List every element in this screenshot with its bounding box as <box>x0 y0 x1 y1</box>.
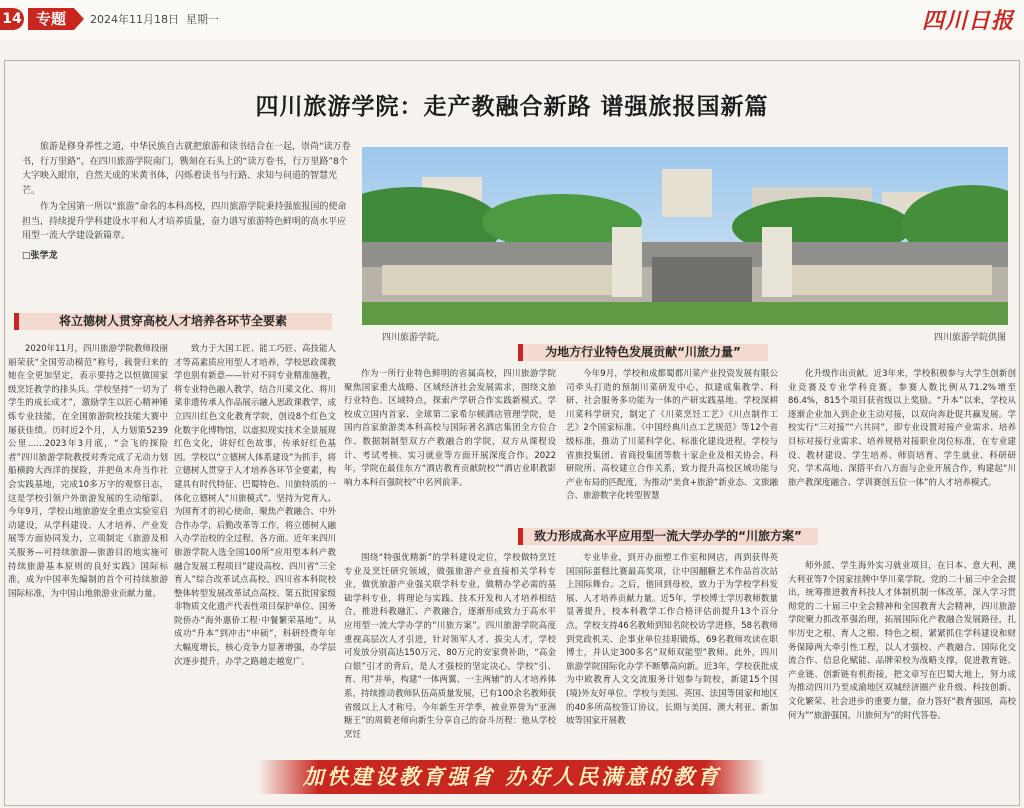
weekday-text: 星期一 <box>186 13 219 26</box>
text-column-5 <box>788 368 1016 558</box>
body-paragraph: 化升级作出贡献。近3年来，学校积极参与大学生创新创业竞赛及专业学科竞赛，参赛人数比例从71.2%增至86.4%，815个项目获省级以上奖励。“升本”以来，学校从逐渐企业加入到企业主动对接，以双向奔赴促共赢发展。学校实行“三对接”“六共同”，即专业设置对接产业需求、培养目标对接行业需求、培养规格对接职业岗位标准，在专业建设、教材建设、学生培养、师资培育、学生就业、科研研究、学术高地、深搭平台八方面与企业开展合作，构建起“川旅产教深度融合、学训赛创五位一体”的人才培养模式。 <box>788 369 1016 488</box>
photo-caption: 四川旅游学院。 <box>382 333 446 343</box>
slogan-banner <box>258 760 766 794</box>
lead-paragraph: 旅游是修身养性之道，中华民族自古就把旅游和读书结合在一起，崇尚“读万卷书，行万里路”。在四川旅游学院南门，镌刻在石头上的“读万卷书，行万里路”8个大字映入眼帘，自然天成的米黄书体，闪烁着读书与行路、求知与问道的智慧光芒。 <box>22 142 351 196</box>
lead-paragraph: 作为全国第一所以“旅游”命名的本科高校，四川旅游学院秉持强旅报国的使命担当，持续提升学科建设水平和人才培养质量，奋力谱写旅游特色鲜明的高水平应用型一流大学建设新篇章。 <box>22 202 347 241</box>
page-header <box>0 0 1024 40</box>
text-column-1 <box>8 343 168 753</box>
campus-photo-image <box>362 147 1008 325</box>
article-lead <box>22 140 352 246</box>
body-paragraph: 致力于大国工匠、能工巧匠、高技能人才等高素质应用型人才培养，学校思政课教学也别有新意——针对不同专业精准施教，将专业特色融入教学，结合川菜文化、将川菜非遗传承人作品展示融入思政课教学，成立四川红色文化教育学院，创设8个红色文化数字化博物馆，以虚拟现实技术全景展现红色文化，讲好红色故事，传承好红色基因。学校以“立德树人体系建设”为抓手，将立德树人贯穿于人才培养各环节全要素，构建具有时代特征、巴蜀特色、川旅特质的一体化立德树人“川旅模式”。坚持为党育人、为国育才的初心使命，聚焦产教融合、中外合作办学，后勤改革等工作，将立德树人融入办学治校的全过程、各方面。近年来四川旅游学院入选全国100所“应用型本科产教融合发展工程项目”建设高校、四川省“三全育人”综合改革试点高校、四川省本科院校整体转型发展改革试点高校、第五批国家级非物质文化遗产代表性项目保护单位、国务院侨办“海外惠侨工程·中餐繁荣基地”。从成功“升本”到冲击“申硕”，科研经费年年大幅度增长，核心竞争力显著增强，办学层次逐步提升，办学之路越走越宽广。 <box>174 344 336 667</box>
masthead-logo: 四川日报 <box>921 8 1014 34</box>
section-heading-3: 致力形成高水平应用型一流大学办学的“川旅方案” <box>518 528 818 545</box>
text-column-3 <box>344 368 556 526</box>
text-column-7 <box>566 552 778 755</box>
body-paragraph: 专业毕业，到开办面塑工作室和网店，再到获得英国国际蛋糕比赛最高奖项，让中国翻糖艺术作品首次站上国际舞台。之后，他回到母校，致力于为学校学科发展、人才培养贡献力量。近5年，学校博士学历教师数量显著提升，校本科教学工作合格评估前提升13个百分点。学校支持46名教师到知名院校访学进修，58名教师到党政机关、企事业单位挂职锻炼，69名教师攻读在职博士，并认定300多名“双师双能型”教师。此外，四川旅游学院国际化办学不断攀高向新。近3年，学校获批成为中欧教育人文交流服务计划参与院校，新建15个国(境)外友好单位。学校与美国、英国、法国等国家和地区的40多所高校签订协议，长期与美国、澳大利亚、新加坡等国家开展教 <box>566 553 778 727</box>
text-column-4 <box>566 368 778 526</box>
campus-photo <box>362 147 1008 325</box>
page-number: 14 <box>0 8 24 30</box>
body-paragraph: 围绕“特强优精新”的学科建设定位，学校做特烹饪专业及烹饪研究领域，做强旅游产业直接相关学科专业，做优旅游产业强关联学科专业，做精办学必需的基础学科专业，将理论与实践、技术开发和人才培养相结合，推进科教融汇、产教融合，逐渐形成致力于高水平应用型一流大学办学的“川旅方案”。四川旅游学院高度重视高层次人才引进，针对领军人才、拔尖人才，学校可发放分别高达150万元、80万元的安家费补助，“高金白银”引才的背后，是人才强校的坚定决心。学校“引、育、用”并举，构建“一体两翼、一主两辅”的人才培养体系，持续推动教师队伍高质量发展，已有100余名教师获省级以上人才称号。今年新生开学季，被业界誉为“亚洲糖王”的周毅老师向新生分享自己的奋斗历程：他从学校烹饪 <box>344 553 556 740</box>
text-column-6 <box>344 552 556 755</box>
body-paragraph: 师外派、学生海外实习就业项目，在日本、意大利、澳大利亚等7个国家挂牌中华川菜学院。党的二十届三中全会提出，统筹推进教育科技人才体制机制一体改革，深入学习贯彻党的二十届三中全会精神和全国教育大会精神，四川旅游学院聚力抓改革强治理，拓展国际化产教融合发展路径，扎牢历史之根、育人之根、特色之根，紧紧抓住学科建设和财务保障两大牵引性工程，以人才强校、产教融合、国际化交流合作、信息化赋能、品牌荣校为战略支撑，促进教育链、产业链、创新链有机衔接，把文章写在巴蜀大地上，努力成为推动四川乃至成渝地区双城经济圈产业升级、科技创新、文化繁荣、社会进步的重要力量，奋力答好“教育强国，高校何为”“旅游强国，川旅何为”的时代答卷。 <box>788 561 1016 721</box>
body-paragraph: 今年9月，学校和成都蜀都川菜产业投资发展有限公司牵头打造的预制川菜研发中心，拟建成集教学、科研、社会服务多功能为一体的产研实践基地。学校深耕川菜科学研究，制定了《川菜烹饪工艺》《川点制作工艺》2个国家标准、《中国经典川点工艺规范》等12个省级标准，推动了川菜科学化、标准化建设进程。学校与省旅投集团、省商投集团等数十家企业及相关协会、科研院所、高校建立合作关系，致力提升高校区域功能与产业布局的匹配度，为推动“美食+旅游”新业态、文旅融合、旅游数字化转型智慧 <box>566 369 778 502</box>
slogan-text: 加快建设教育强省 办好人民满意的教育 <box>302 764 722 789</box>
section-tag: 专题 <box>28 8 74 30</box>
photo-credit: 四川旅游学院供图 <box>933 333 1006 343</box>
section-heading-1: 将立德树人贯穿高校人才培养各环节全要素 <box>14 313 332 330</box>
author-byline: □张学龙 <box>22 251 58 261</box>
date-text: 2024年11月18日 <box>90 13 179 26</box>
text-column-2 <box>174 343 336 753</box>
body-paragraph: 作为一所行业特色鲜明的省属高校，四川旅游学院聚焦国家重大战略、区域经济社会发展需求，围绕文旅行业特色、区域特点，探索产学研合作实践新模式。学校成立国内首家、全球第二家希尔顿酒店管理学院，是国内首家旅游类本科高校与国际著名酒店集团全方位合作、数据制制型双方产教融合的学院，双方从课程设计、考试考核、实习就业等方面开展深度合作。2022年，学院在最佳东方“酒店教育贡献院校”“酒店业职教影响力本科百强院校”中名列前茅。 <box>344 369 556 488</box>
section-heading-2: 为地方行业特色发展贡献“川旅力量” <box>518 344 768 361</box>
article-title: 四川旅游学院：走产教融合新路 谱强旅报国新篇 <box>255 94 769 120</box>
text-column-8 <box>788 560 1016 755</box>
body-paragraph: 2020年11月，四川旅游学院教师段丽丽荣获“全国劳动模范”称号，载誉归来的她在全更加坚定，表示要持之以恒做国家级烹饪教学的排头兵。学校坚持“一切为了学生的成长成才”，激励学生以匠心精神锤炼专业技能，在全国旅游院校技能大赛中屡获佳绩。历时近2个月，人力划策5239公里……2023年3月底，“会飞的探险者”四川旅游学院教授对秀完成了无动力划船横跨大西洋的探险，并把鱼木舟当作社会实践基地，完成10多万字的观察日志，这是学校引领户外旅游发展的生动缩影。今年9月，学校山地旅游安全重点实验室启动建设，从学科建设、人才培养、产业发展等方面协同发力，立项制定《旅游及相关服务—可持续旅游—旅游目的地实施可持续旅游基本原则的良好实践》国际标准，成为中国率先编制的首个可持续旅游国际标准，为中国山地旅游业贡献力量。 <box>8 344 168 599</box>
issue-date <box>90 11 219 27</box>
